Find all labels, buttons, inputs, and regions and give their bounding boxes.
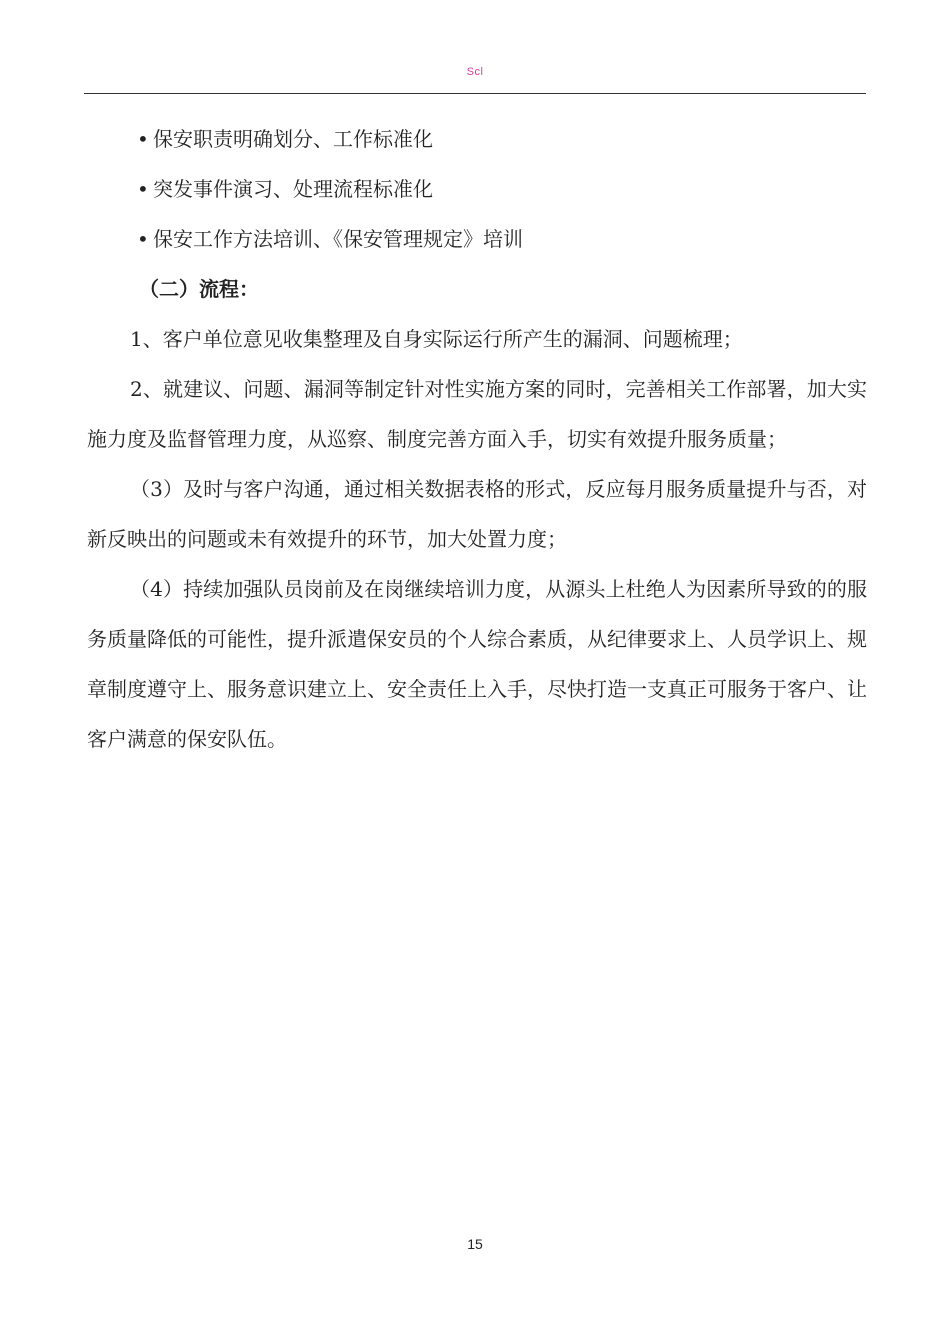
bullet-icon: • xyxy=(137,177,149,201)
bullet-text: 突发事件演习、处理流程标准化 xyxy=(153,177,433,201)
bullet-text: 保安职责明确划分、工作标准化 xyxy=(153,127,433,151)
bullet-item xyxy=(87,164,867,214)
paragraph: （3）及时与客户沟通，通过相关数据表格的形式，反应每月服务质量提升与否，对新反映出的问题或未有效提升的环节，加大处置力度； xyxy=(87,477,867,551)
bullet-item xyxy=(87,214,867,264)
bullet-text: 保安工作方法培训、《保安管理规定》培训 xyxy=(153,227,523,251)
bullet-item xyxy=(87,114,867,164)
page-number: 15 xyxy=(467,1236,483,1252)
header-mark: Scl xyxy=(466,66,484,78)
header-divider xyxy=(84,93,866,94)
paragraph: 1、客户单位意见收集整理及自身实际运行所产生的漏洞、问题梳理； xyxy=(130,327,743,351)
section-heading: （二）流程： xyxy=(139,277,259,301)
bullet-icon: • xyxy=(137,227,149,251)
document-body xyxy=(87,114,867,764)
paragraph: 2、就建议、问题、漏洞等制定针对性实施方案的同时，完善相关工作部署，加大实施力度及监督管理力度，从巡察、制度完善方面入手，切实有效提升服务质量； xyxy=(87,377,867,451)
bullet-icon: • xyxy=(137,127,149,151)
paragraph: （4）持续加强队员岗前及在岗继续培训力度，从源头上杜绝人为因素所导致的的服务质量降低的可能性，提升派遣保安员的个人综合素质，从纪律要求上、人员学识上、规章制度遵守上、服务意识建立上、安全责任上入手，尽快打造一支真正可服务于客户、让客户满意的保安队伍。 xyxy=(87,577,867,751)
